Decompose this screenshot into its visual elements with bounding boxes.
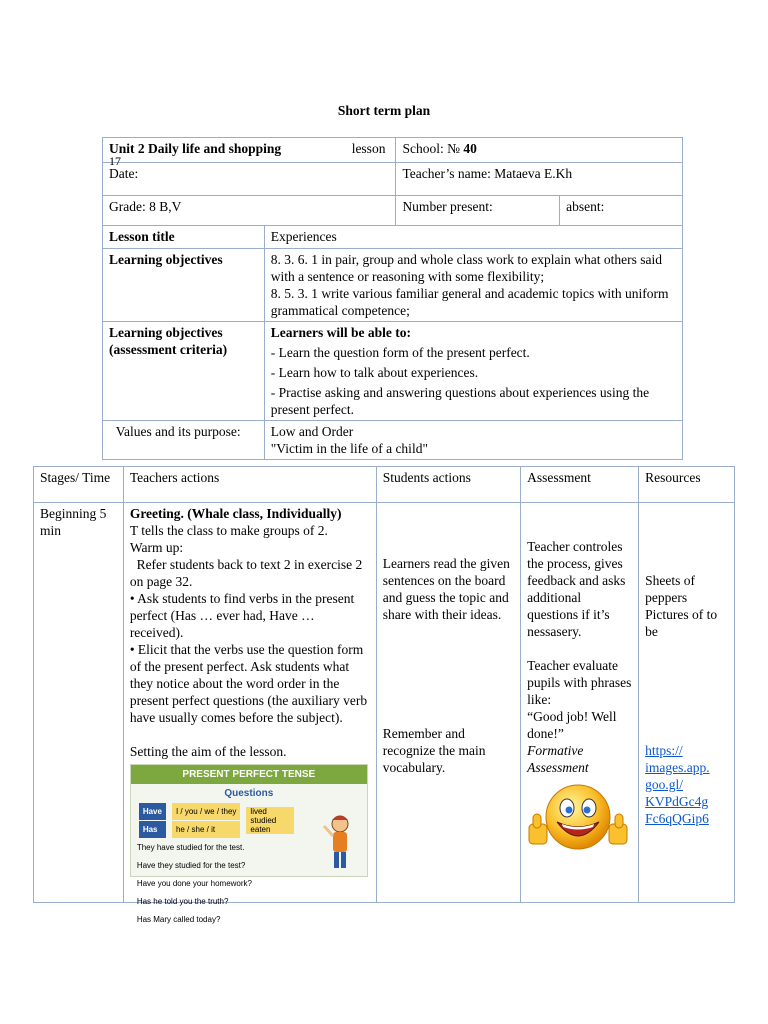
resources-cell	[639, 503, 735, 903]
teacher-text: Warm up:	[129, 540, 184, 555]
values-value	[264, 421, 682, 460]
poster-subtitle: Questions	[224, 788, 274, 799]
objective-2: 8. 5. 3. 1 write various familiar general and academic topics with uniform grammatical competence;	[270, 286, 669, 318]
unit-cell	[103, 138, 396, 168]
objective-1: 8. 3. 6. 1 in pair, group and whole class work to explain what others said with a sentence or reasoning with some flexibility;	[270, 252, 663, 284]
objectives-label: Learning objectives	[103, 249, 265, 322]
stages-table	[33, 466, 735, 924]
link-line: Fc6qQGip6	[645, 811, 709, 826]
criteria-label: Learning objectives (assessment criteria)	[103, 322, 265, 421]
link-line: https://	[645, 743, 683, 758]
school-label: School: №	[402, 141, 464, 156]
poster-has: Has	[139, 821, 166, 838]
poster-line: They have studied for the test.	[136, 843, 245, 852]
thumbs-up-smiley-icon	[527, 780, 629, 854]
resources-text: Pictures of to be	[645, 607, 718, 639]
poster-line: Have they studied for the test?	[136, 861, 246, 870]
date-cell: Date:	[103, 163, 396, 196]
unit-title: Unit 2 Daily life and shopping	[109, 141, 282, 156]
link-line: goo.gl/	[645, 777, 684, 792]
students-actions-cell	[376, 503, 520, 903]
column-header: Resources	[639, 467, 735, 503]
poster-have: Have	[139, 803, 166, 820]
criteria-value	[264, 322, 682, 421]
lesson-label: lesson	[351, 141, 386, 156]
assessment-cell	[521, 503, 639, 903]
column-header: Teachers actions	[123, 467, 376, 503]
stage-cell: Beginning 5 min	[34, 503, 124, 903]
students-text: Learners read the given sentences on the board and guess the topic and share with their ideas.	[382, 556, 510, 622]
present-perfect-poster	[130, 764, 368, 924]
school-number: 40	[463, 141, 477, 156]
absent-cell: absent:	[560, 196, 683, 226]
criteria-heading: Learners will be able to:	[270, 325, 412, 340]
poster-line: Has Mary called today?	[136, 915, 221, 924]
criteria-2: - Learn how to talk about experiences.	[270, 365, 479, 380]
poster-line: Have you done your homework?	[136, 879, 252, 888]
teacher-text: Refer students back to text 2 in exercise 2 on page 32.	[129, 557, 366, 589]
lesson-title-value: Experiences	[264, 226, 682, 249]
poster-title: PRESENT PERFECT TENSE	[131, 765, 367, 784]
criteria-3: - Practise asking and answering questions about experiences using the present perfect.	[270, 385, 650, 417]
teacher-cell: Teacher’s name: Mataeva E.Kh	[396, 163, 683, 196]
objectives-value	[264, 249, 682, 322]
resources-text: Sheets of peppers	[645, 573, 695, 605]
number-present-cell: Number present:	[396, 196, 560, 226]
page-title: Short term plan	[337, 103, 431, 118]
values-label: Values and its purpose:	[103, 421, 265, 460]
grade-cell: Grade: 8 B,V	[103, 196, 396, 226]
column-header: Stages/ Time	[34, 467, 124, 503]
students-text: Remember and recognize the main vocabulary.	[382, 726, 486, 775]
teacher-text: T tells the class to make groups of 2.	[129, 523, 328, 538]
lesson-info-table	[102, 137, 683, 460]
teacher-text: • Elicit that the verbs use the question form of the present perfect. Ask students what they notice about the word order in the present perfect questions (the auxiliary verb have usually comes before the subject).	[129, 642, 368, 725]
greeting-heading: Greeting. (Whale class, Individually)	[129, 506, 342, 521]
teacher-text: • Ask students to find verbs in the present perfect (Has … ever had, Have … received).	[129, 591, 355, 640]
poster-line: Has he told you the truth?	[136, 897, 229, 906]
teacher-actions-cell	[123, 503, 376, 924]
cartoon-man-icon	[321, 812, 359, 872]
lesson-title-label: Lesson title	[103, 226, 265, 249]
assessment-text: Teacher controles the process, gives feedback and asks additional questions if it’s nessasery.	[527, 539, 626, 639]
poster-verbs: lived studied eaten	[246, 807, 294, 834]
values-2: "Victim in the life of a child"	[270, 441, 428, 456]
school-cell	[396, 138, 683, 163]
assessment-text: “Good job! Well done!”	[527, 709, 617, 741]
poster-pronouns-1: I / you / we / they	[172, 803, 240, 820]
assessment-text: Formative Assessment	[527, 743, 589, 775]
poster-pronouns-2: he / she / it	[172, 821, 240, 838]
assessment-text: Teacher evaluate pupils with phrases like:	[527, 658, 632, 707]
criteria-1: - Learn the question form of the present perfect.	[270, 345, 530, 360]
link-line: images.app.	[645, 760, 710, 775]
lesson-number: 17	[109, 154, 121, 168]
teacher-text: Setting the aim of the lesson.	[129, 744, 287, 759]
values-1: Low and Order	[270, 424, 354, 439]
column-header: Assessment	[521, 467, 639, 503]
column-header: Students actions	[376, 467, 520, 503]
resource-link[interactable]	[645, 742, 728, 827]
link-line: KVPdGc4g	[645, 794, 709, 809]
